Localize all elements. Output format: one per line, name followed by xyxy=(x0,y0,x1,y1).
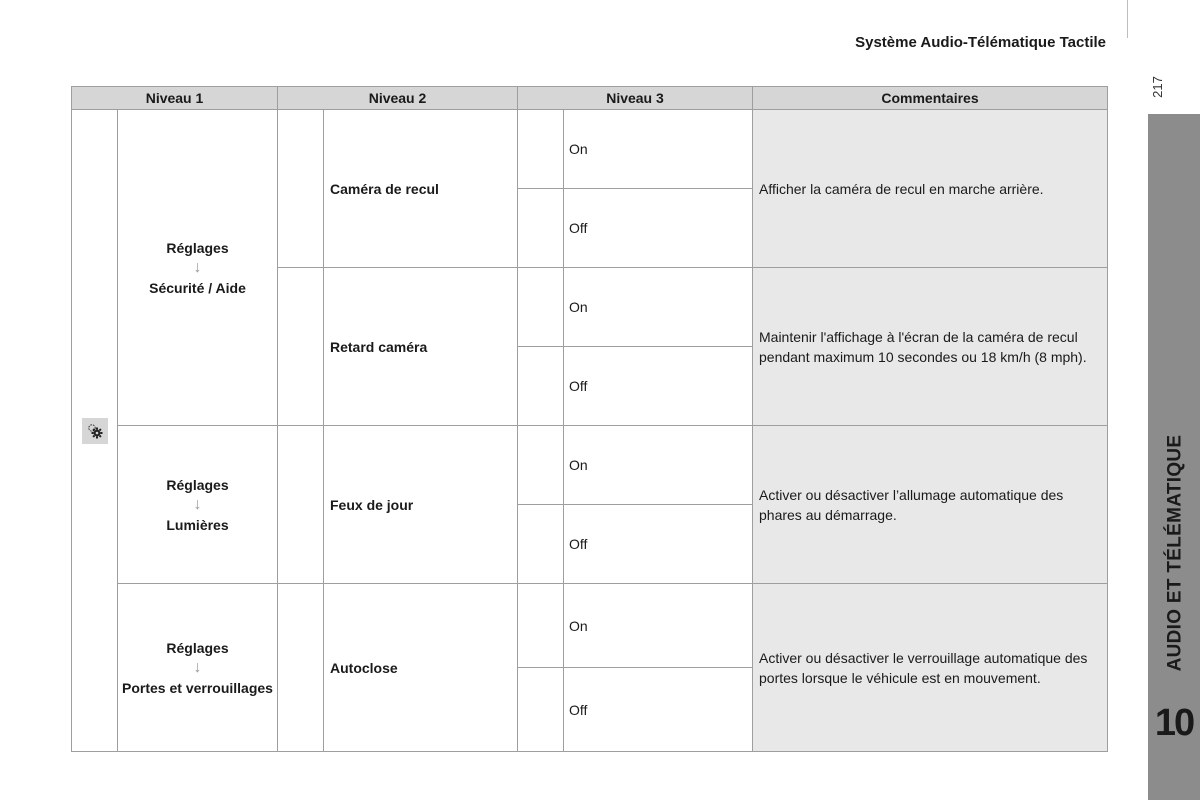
level1-label-bottom: Sécurité / Aide xyxy=(149,279,246,296)
column-header-level1: Niveau 1 xyxy=(72,87,278,110)
column-header-level3: Niveau 3 xyxy=(518,87,753,110)
level2-blank-cell xyxy=(278,584,324,752)
level3-blank-cell xyxy=(518,668,564,752)
level3-blank-cell xyxy=(518,584,564,668)
level3-blank-cell xyxy=(518,426,564,505)
arrow-down-icon: ↓ xyxy=(193,658,202,676)
option-on: On xyxy=(564,110,753,189)
table-header-row xyxy=(72,87,1108,110)
level1-label-top: Réglages xyxy=(166,639,229,656)
level2-autoclose: Autoclose xyxy=(324,584,518,752)
top-divider xyxy=(1127,0,1128,38)
table-row xyxy=(72,584,1108,668)
table-row xyxy=(72,426,1108,505)
option-on: On xyxy=(564,584,753,668)
level2-blank-cell xyxy=(278,268,324,426)
level1-label-bottom: Lumières xyxy=(166,516,229,533)
column-header-comments: Commentaires xyxy=(753,87,1108,110)
arrow-down-icon: ↓ xyxy=(193,258,202,276)
menu-table xyxy=(71,86,1108,752)
level1-icon-cell xyxy=(72,110,118,752)
level2-retard-camera: Retard caméra xyxy=(324,268,518,426)
comment-feux-de-jour: Activer ou désactiver l’allumage automatique des phares au démarrage. xyxy=(753,426,1108,584)
column-header-level2: Niveau 2 xyxy=(278,87,518,110)
settings-gear-icon xyxy=(82,418,108,444)
level1-cell-lumieres xyxy=(118,426,278,584)
level1-label-top: Réglages xyxy=(166,239,229,256)
option-on: On xyxy=(564,426,753,505)
option-on: On xyxy=(564,268,753,347)
comment-retard-camera: Maintenir l'affichage à l'écran de la caméra de recul pendant maximum 10 secondes ou 18 km/h (8 mph). xyxy=(753,268,1108,426)
section-title: Système Audio-Télématique Tactile xyxy=(855,34,1106,51)
option-off: Off xyxy=(564,189,753,268)
level1-label-top: Réglages xyxy=(166,476,229,493)
chapter-title xyxy=(1150,420,1200,686)
level3-blank-cell xyxy=(518,268,564,347)
level3-blank-cell xyxy=(518,505,564,584)
comment-autoclose: Activer ou désactiver le verrouillage automatique des portes lorsque le véhicule est en mouvement. xyxy=(753,584,1108,752)
arrow-down-icon: ↓ xyxy=(193,495,202,513)
option-off: Off xyxy=(564,505,753,584)
level1-label-bottom: Portes et verrouillages xyxy=(122,679,273,696)
chapter-number: 10 xyxy=(1154,702,1194,744)
level1-cell-securite-aide xyxy=(118,110,278,426)
page-number: 217 xyxy=(1149,76,1165,98)
chapter-title-text: AUDIO ET TÉLÉMATIQUE xyxy=(1164,434,1185,672)
comment-camera-de-recul: Afficher la caméra de recul en marche arrière. xyxy=(753,110,1108,268)
level2-feux-de-jour: Feux de jour xyxy=(324,426,518,584)
level3-blank-cell xyxy=(518,347,564,426)
level2-blank-cell xyxy=(278,110,324,268)
level1-cell-portes-verrouillages xyxy=(118,584,278,752)
level2-blank-cell xyxy=(278,426,324,584)
option-off: Off xyxy=(564,668,753,752)
table-row xyxy=(72,110,1108,189)
option-off: Off xyxy=(564,347,753,426)
level2-camera-de-recul: Caméra de recul xyxy=(324,110,518,268)
level3-blank-cell xyxy=(518,189,564,268)
level3-blank-cell xyxy=(518,110,564,189)
